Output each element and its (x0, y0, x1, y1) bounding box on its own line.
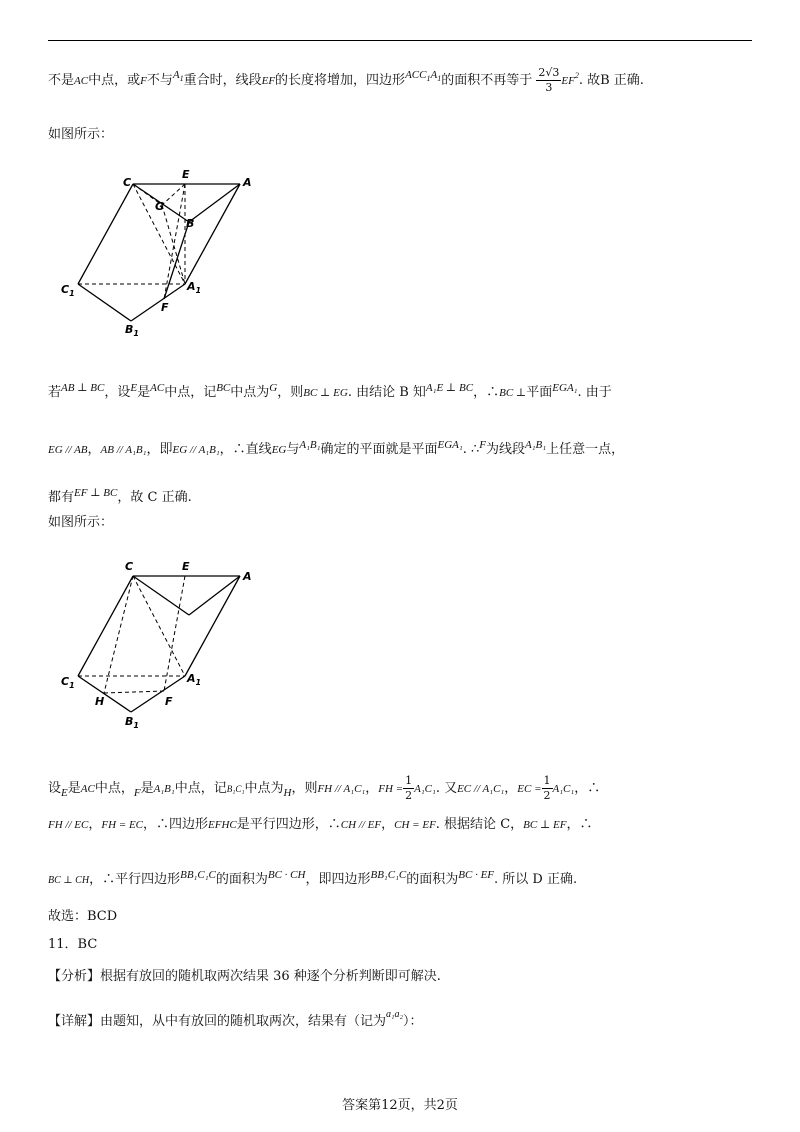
figure-caption-1: 如图所示： (48, 127, 114, 142)
text-line-1: 不是AC中点，或F不与$^{A_1}$重合时，线段EF的长度将增加，四边形$^{ACC_1A_1}$的面积不再等于 $\frac{2√3}{3}$ $EF^2$. 故B 正确. (48, 66, 644, 94)
label-C: C (125, 560, 134, 573)
page-footer: 答案第12页，共2页 (342, 1098, 458, 1113)
prism-figure-2 (55, 555, 265, 735)
text-line-3: EG // AB，AB // A₁B₁，即EG // A₁B₁，∴直线EG与$^{A_1B_1}$确定的平面就是平面$^{EGA_1}$. ∴$^F$为线段$^{A_1B_1}$上任意一点， (48, 439, 625, 457)
label-A1: $A_1$ (187, 672, 202, 687)
question-11-answer: 11．BC (48, 937, 98, 952)
text-line-6: FH // EC，FH = EC，∴四边形EFHC是平行四边形，∴CH // EF，CH = EF. 根据结论 C，BC ⊥ EF，∴ (48, 817, 593, 832)
detail-line: 【详解】由题知，从中有放回的随机取两次，结果有（记为$^{a_1a_2}$）： (48, 1009, 423, 1029)
prism-figure-1 (55, 165, 265, 345)
text-line-7: BC ⊥ CH，∴平行四边形$^{BB_1C_1C}$的面积为$^{BC \cdot CH}$，即四边形$^{BB_1C_1C}$的面积为$^{BC \cdot EF}$. 所以 D 正确. (48, 869, 578, 887)
text-line-2: 若$^{AB \perp BC}$，设$^E$是$^{AC}$中点，记$^{BC}$中点为$^G$，则BC ⊥ EG. 由结论 B 知$^{A_1E \perp BC}$，∴BC ⊥平面$^{EGA_1}$. 由于 (48, 382, 612, 400)
label-C: C (123, 176, 132, 189)
header-rule (48, 40, 752, 41)
text-line-4: 都有$^{EF \perp BC}$，故 C 正确. (48, 487, 192, 505)
label-C1: $C_1$ (61, 283, 75, 298)
label-B1: $B_1$ (125, 715, 139, 730)
analysis-line: 【分析】根据有放回的随机取两次结果 36 种逐个分析判断即可解决. (48, 969, 441, 984)
label-B1: $B_1$ (125, 323, 139, 338)
fraction-half-1: $\frac{1}{2}$ (405, 774, 413, 802)
label-G: G (155, 200, 165, 213)
label-A: A (243, 570, 252, 583)
fraction-2sqrt3-over-3: $\frac{2√3}{3}$ (538, 66, 560, 94)
label-A: A (243, 176, 252, 189)
label-B: B (186, 217, 195, 230)
label-E: E (182, 168, 190, 181)
label-C1: $C_1$ (61, 675, 75, 690)
figure-caption-2: 如图所示： (48, 515, 114, 530)
label-H: H (95, 695, 105, 708)
label-E: E (182, 560, 190, 573)
answer-line: 故选：BCD (48, 909, 118, 924)
fraction-half-2: $\frac{1}{2}$ (543, 774, 551, 802)
text-line-5: 设$_E$是AC中点，$_F$是A₁B₁中点，记B₁C₁中点为$_H$，则FH // A₁C₁，FH = $\frac{1}{2}$ A₁C₁. 又EC // A₁C₁，EC = $\frac{1}{2}$ A₁C₁，∴ (48, 774, 601, 802)
label-F: F (161, 301, 169, 314)
label-F: F (165, 695, 173, 708)
label-A1: $A_1$ (187, 280, 202, 295)
